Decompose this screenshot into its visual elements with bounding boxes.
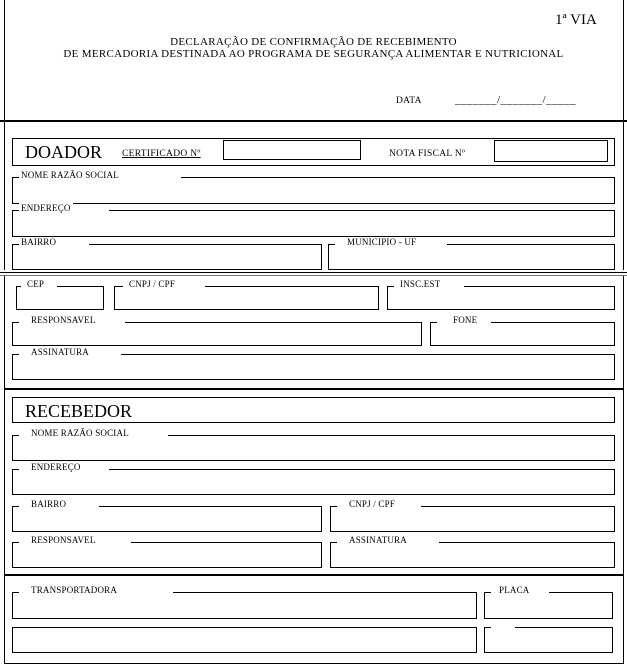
- recebedor-endereco-field[interactable]: [12, 462, 615, 495]
- doador-responsavel-label: RESPONSAVEL: [31, 315, 96, 325]
- recebedor-assinatura-field[interactable]: [330, 535, 615, 568]
- doador-bairro-field[interactable]: [12, 237, 322, 270]
- nota-fiscal-field[interactable]: [494, 140, 608, 162]
- transportadora-field[interactable]: [12, 585, 477, 619]
- doador-bairro-label: BAIRRO: [21, 237, 57, 247]
- certificado-field[interactable]: [223, 140, 361, 160]
- recebedor-responsavel-label: RESPONSAVEL: [31, 535, 96, 545]
- doador-cep-label: CEP: [27, 279, 45, 289]
- recebedor-cnpj-field[interactable]: [330, 499, 615, 532]
- doador-nome-label: NOME RAZÃO SOCIAL: [21, 170, 119, 180]
- form-title-line2: DE MERCADORIA DESTINADA AO PROGRAMA DE SEGURANÇA ALIMENTAR E NUTRICIONAL: [63, 48, 564, 60]
- doador-cep-field[interactable]: [16, 279, 104, 310]
- doador-nome-field[interactable]: [12, 170, 615, 204]
- placa-field[interactable]: [484, 585, 613, 619]
- doador-title: DOADOR: [25, 142, 103, 162]
- recebedor-nome-label: NOME RAZÃO SOCIAL: [31, 428, 129, 438]
- transportadora-field-2[interactable]: [12, 627, 477, 653]
- doador-municipio-field[interactable]: [328, 237, 615, 270]
- placa-field-2[interactable]: [484, 627, 613, 653]
- doador-municipio-label: MUNICIPIO - UF: [347, 237, 417, 247]
- doador-responsavel-field[interactable]: [12, 315, 422, 346]
- doador-insc-label: INSC.EST: [400, 279, 441, 289]
- placa-label: PLACA: [499, 585, 530, 595]
- nota-fiscal-label: NOTA FISCAL Nº: [389, 149, 466, 159]
- doador-endereco-label: ENDEREÇO: [21, 203, 71, 213]
- recebedor-bairro-label: BAIRRO: [31, 499, 67, 509]
- doador-cnpj-field[interactable]: [114, 279, 379, 310]
- recebedor-assinatura-label: ASSINATURA: [349, 535, 408, 545]
- recebedor-cnpj-label: CNPJ / CPF: [349, 499, 396, 509]
- recebedor-title: RECEBEDOR: [25, 401, 133, 421]
- recebedor-endereco-label: ENDEREÇO: [31, 462, 81, 472]
- transportadora-label: TRANSPORTADORA: [31, 585, 118, 595]
- page-break-line: [0, 272, 627, 273]
- recebedor-responsavel-field[interactable]: [12, 535, 322, 568]
- via-label: 1ª VIA: [555, 12, 597, 28]
- doador-assinatura-field[interactable]: [12, 347, 615, 380]
- date-label: DATA: [396, 96, 422, 106]
- date-field[interactable]: _______/_______/_____: [455, 94, 577, 106]
- form-title-line1: DECLARAÇÃO DE CONFIRMAÇÃO DE RECEBIMENTO: [170, 36, 457, 48]
- recebedor-bairro-field[interactable]: [12, 499, 322, 532]
- doador-fone-label: FONE: [453, 315, 478, 325]
- doador-fone-field[interactable]: [430, 315, 615, 346]
- doador-cnpj-label: CNPJ / CPF: [129, 279, 176, 289]
- doador-assinatura-label: ASSINATURA: [31, 347, 90, 357]
- recebedor-nome-field[interactable]: [12, 428, 615, 461]
- doador-insc-field[interactable]: [387, 279, 615, 310]
- certificado-label: CERTIFICADO Nº: [122, 149, 201, 159]
- doador-endereco-field[interactable]: [12, 203, 615, 237]
